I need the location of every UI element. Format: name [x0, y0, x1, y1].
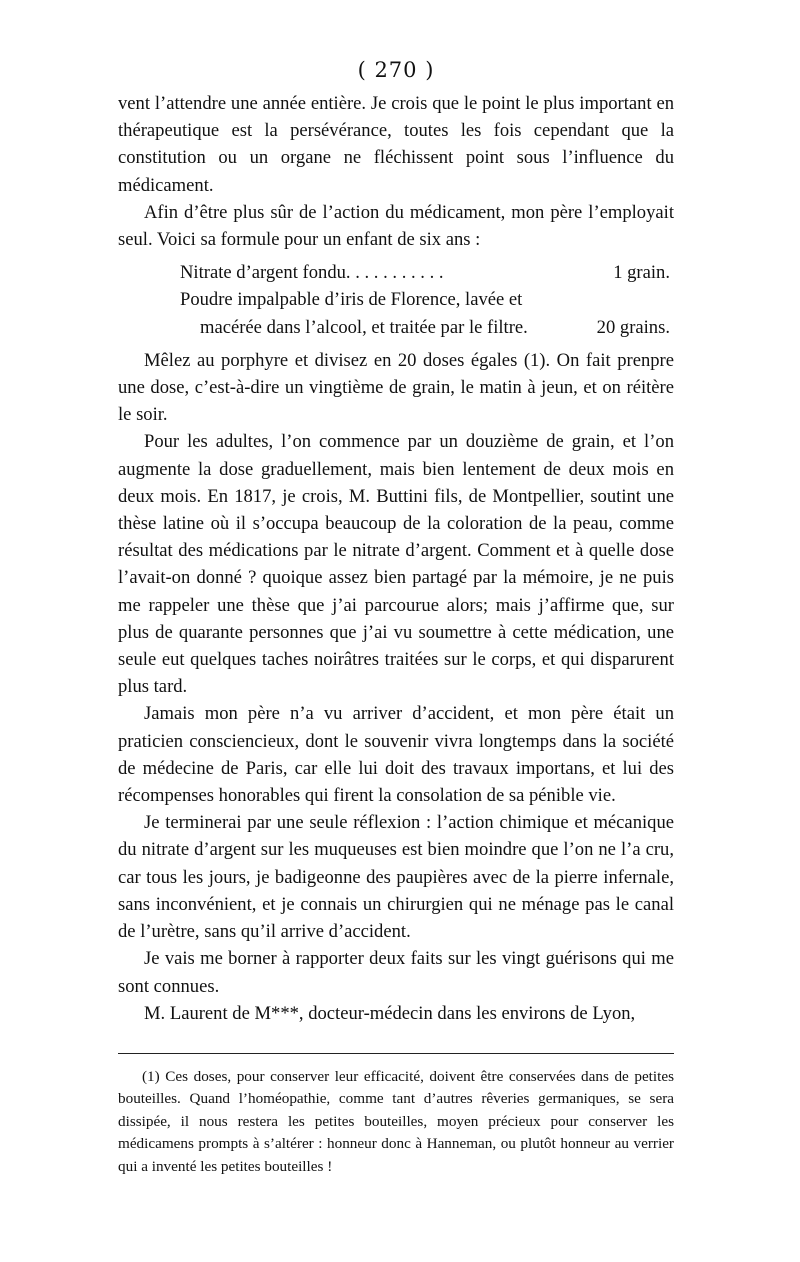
- main-text: [118, 90, 674, 253]
- page-number: ( 270 ): [357, 58, 435, 82]
- recipe-line-nitrate: [118, 259, 674, 286]
- paragraph-5: Jamais mon père n’a vu arriver d’accident, et mon père était un praticien consciencieux, dont le souvenir vivra longtemps dans la société de médecine de Paris, car elle lui doit des travaux importans, et lui des récompenses honorables qui firent la consolation de sa pénible vie.: [118, 703, 674, 807]
- recipe-formula: [118, 259, 674, 341]
- recipe-ingredient-nitrate: Nitrate d’argent fondu. . . . . . . . . . .: [180, 262, 444, 284]
- recipe-ingredient-iris: Poudre impalpable d’iris de Florence, lavée et: [180, 289, 523, 311]
- recipe-ingredient-iris-cont: macérée dans l’alcool, et traitée par le filtre.: [200, 316, 528, 338]
- paragraph-2: Afin d’être plus sûr de l’action du médicament, mon père l’employait seul. Voici sa formule pour un enfant de six ans :: [118, 201, 674, 251]
- recipe-quantity-iris: 20 grains.: [596, 316, 670, 338]
- paragraph-4: Pour les adultes, l’on commence par un douzième de grain, et l’on augmente la dose graduellement, mais bien lentement de deux mois en deux mois. En 1817, je crois, M. Buttini fils, de Montpellier, soutint une thèse latine où il s’occupa beaucoup de la coloration de la peau, comme résultat des médications par le nitrate d’argent. Comment et à quelle dose l’avait-on donné ? quoique assez bien partagé par la mémoire, je ne puis me rappeler une thèse que j’ai parcourue alors; mais j’affirme que, sur plus de quarante personnes que j’ai vu soumettre à cette médication, une seule eut quelques taches noirâtres traitées sur le corps, et qui disparurent plus tard.: [118, 431, 674, 698]
- main-text-continued: [118, 347, 674, 1027]
- footnote: (1) Ces doses, pour conserver leur efficacité, doivent être conservées dans de petites bouteilles. Quand l’homéopathie, comme tant d’autres rêveries germaniques, se sera dissipée, il nous restera les petites bouteilles, moyen précieux pour conserver les médicamens prompts à s’altérer : honneur donc à Hanneman, ou plutôt honneur au verrier qui a inventé les petites bouteilles !: [118, 1067, 674, 1175]
- footnote-divider: [118, 1053, 674, 1054]
- paragraph-7: Je vais me borner à rapporter deux faits sur les vingt guérisons qui me sont connues.: [118, 948, 674, 997]
- paragraph-3: Mêlez au porphyre et divisez en 20 doses égales (1). On fait prenpre une dose, c’est-à-dire un vingtième de grain, le matin à jeun, et on réitère le soir.: [118, 349, 674, 426]
- recipe-quantity-nitrate: 1 grain.: [613, 262, 670, 284]
- paragraph-1: vent l’attendre une année entière. Je crois que le point le plus important en thérapeutique est la persévérance, toutes les fois cependant que la constitution ou un organe ne fléchissent point sous l’influence du médicament.: [118, 93, 674, 196]
- recipe-line-iris-cont: [118, 314, 674, 341]
- recipe-line-iris: [118, 286, 674, 313]
- paragraph-6: Je terminerai par une seule réflexion : l’action chimique et mécanique du nitrate d’argent sur les muqueuses est bien moindre que l’on ne l’a cru, car tous les jours, je badigeonne des paupières avec de la pierre infernale, sans inconvénient, et je connais un chirurgien qui ne ménage pas le canal de l’urètre, sans qu’il arrive d’accident.: [118, 812, 674, 943]
- paragraph-8: M. Laurent de M***, docteur-médecin dans les environs de Lyon,: [144, 1002, 636, 1024]
- book-page: [118, 56, 674, 1178]
